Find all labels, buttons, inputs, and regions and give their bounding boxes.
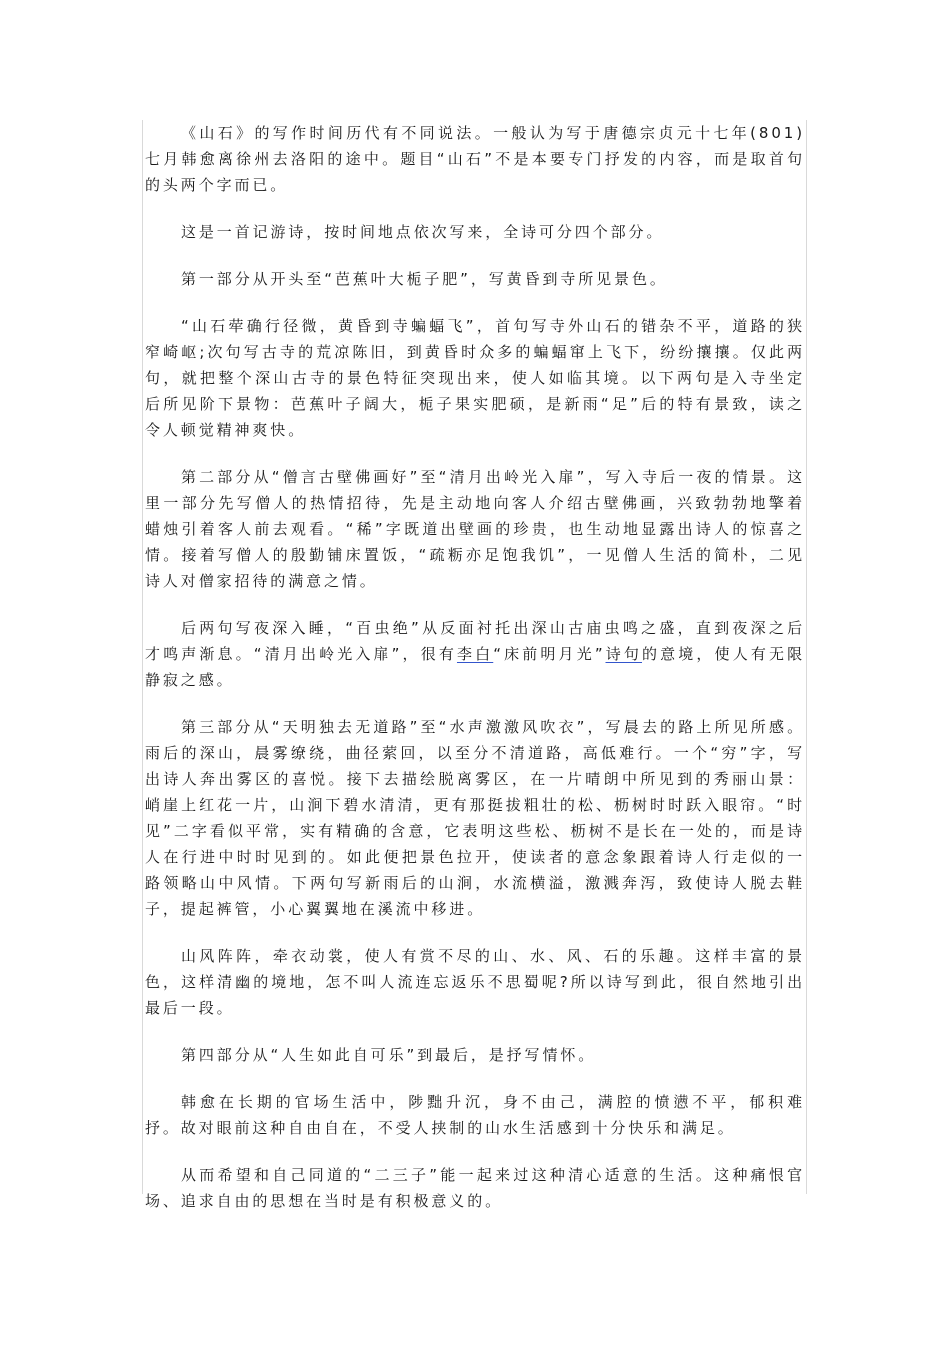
paragraph-part-one-analysis: “山石荦确行径微，黄昏到寺蝙蝠飞”，首句写寺外山石的错杂不平，道路的狭窄崎岖;次句写古寺的荒凉陈旧，到黄昏时众多的蝙蝠窜上飞下，纷纷攘攘。仅此两句，就把整个深山古寺的景色特征突现出来，使人如临其境。以下两句是入寺坐定后所见阶下景物：芭蕉叶子阔大，栀子果实肥硕，是新雨“足”后的特有景致，读之令人顿觉精神爽快。 [145, 317, 805, 439]
paragraph-overview: 这是一首记游诗，按时间地点依次写来，全诗可分四个部分。 [181, 223, 665, 241]
paragraph-part-two: 第二部分从“僧言古壁佛画好”至“清月出岭光入扉”，写入寺后一夜的情景。这里一部分先写僧人的热情招待，先是主动地向客人介绍古壁佛画，兴致勃勃地擎着蜡烛引着客人前去观看。“稀”字既道出壁画的珍贵，也生动地显露出诗人的惊喜之情。接着写僧人的殷勤铺床置饭，“疏粝亦足饱我饥”，一见僧人生活的简朴，二见诗人对僧家招待的满意之情。 [145, 468, 805, 590]
paragraph-night-scene [145, 615, 805, 693]
paragraph-part-four-heading: 第四部分从“人生如此自可乐”到最后，是抒写情怀。 [181, 1046, 597, 1064]
paragraph-mountain-wind: 山风阵阵，牵衣动裳，使人有赏不尽的山、水、风、石的乐趣。这样丰富的景色，这样清幽的境地，怎不叫人流连忘返乐不思蜀呢?所以诗写到此，很自然地引出最后一段。 [145, 947, 805, 1017]
paragraph-part-three: 第三部分从“天明独去无道路”至“水声激激风吹衣”，写晨去的路上所见所感。雨后的深山，晨雾缭绕，曲径萦回，以至分不清道路，高低难行。一个“穷”字，写出诗人奔出雾区的喜悦。接下去描绘脱离雾区，在一片晴朗中所见到的秀丽山景：峭崖上红花一片，山涧下碧水清清，更有那挺拔粗壮的松、枥树时时跃入眼帘。“时见”二字看似平常，实有精确的含意，它表明这些松、枥树不是长在一处的，而是诗人在行进中时时见到的。如此便把景色拉开，使读者的意念象跟着诗人行走似的一路领略山中风情。下两句写新雨后的山涧，水流横溢，激溅奔泻，致使诗人脱去鞋子，提起裤管，小心翼翼地在溪流中移进。 [145, 718, 805, 918]
link-poem-line[interactable]: 诗句 [605, 645, 643, 663]
paragraph-han-yu-career: 韩愈在长期的官场生活中，陟黜升沉，身不由己，满腔的愤懑不平，郁积难抒。故对眼前这种自由自在，不受人挟制的山水生活感到十分快乐和满足。 [145, 1093, 805, 1137]
link-li-bai[interactable]: 李白 [456, 645, 494, 663]
night-scene-text-mid: “床前明月光” [493, 645, 606, 663]
night-scene-text-after: 的意境，使人有无限静寂之感。 [145, 645, 805, 689]
left-border-line [142, 120, 143, 1194]
right-border-line [806, 120, 807, 1194]
paragraph-intro: 《山石》的写作时间历代有不同说法。一般认为写于唐德宗贞元十七年(801)七月韩愈离徐州去洛阳的途中。题目“山石”不是本要专门抒发的内容，而是取首句的头两个字而已。 [145, 124, 805, 194]
article-body [145, 120, 805, 1235]
paragraph-part-one-heading: 第一部分从开头至“芭蕉叶大栀子肥”，写黄昏到寺所见景色。 [181, 270, 668, 288]
paragraph-conclusion: 从而希望和自己同道的“二三子”能一起来过这种清心适意的生活。这种痛恨官场、追求自由的思想在当时是有积极意义的。 [145, 1166, 805, 1210]
night-scene-text-before: 后两句写夜深入睡，“百虫绝”从反面衬托出深山古庙虫鸣之盛，直到夜深之后才鸣声渐息。“清月出岭光入扉”，很有 [145, 619, 805, 663]
